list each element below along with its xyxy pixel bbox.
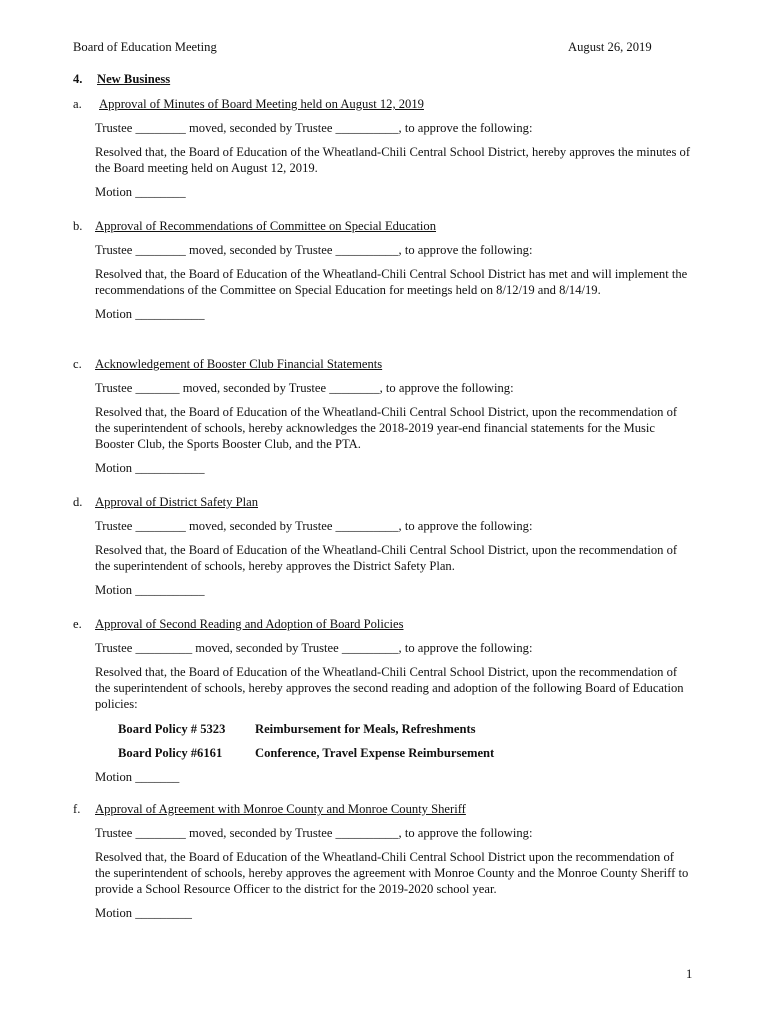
section-number: 4. xyxy=(73,72,83,86)
item-e-body xyxy=(95,640,692,712)
item-label: f. xyxy=(73,802,81,816)
item-title: Acknowledgement of Booster Club Financial Statements xyxy=(95,357,383,371)
item-c-body xyxy=(95,380,692,476)
item-title: Approval of Minutes of Board Meeting held on August 12, 2019 xyxy=(99,97,424,111)
item-title: Approval of District Safety Plan xyxy=(95,495,258,509)
motion-line: Motion ___________ xyxy=(95,583,205,597)
board-policy-row xyxy=(118,745,494,761)
item-title: Approval of Recommendations of Committee on Special Education xyxy=(95,219,437,233)
item-title: Approval of Second Reading and Adoption of Board Policies xyxy=(95,617,404,631)
resolved-text: Resolved that, the Board of Education of the Wheatland-Chili Central School District has met and will implement the recommendations of the Committee on Special Education for meetings held on 8/12/19 and 8/14/19. xyxy=(95,267,688,297)
item-label: b. xyxy=(73,219,83,233)
header-date: August 26, 2019 xyxy=(568,40,652,54)
trustee-line: Trustee ________ moved, seconded by Trustee __________, to approve the following: xyxy=(95,826,533,840)
item-d-body xyxy=(95,518,692,598)
trustee-line: Trustee _______ moved, seconded by Trustee ________, to approve the following: xyxy=(95,381,514,395)
resolved-text: Resolved that, the Board of Education of the Wheatland-Chili Central School District, hereby approves the minutes of the Board meeting held on August 12, 2019. xyxy=(95,145,691,175)
item-label: e. xyxy=(73,617,82,631)
trustee-line: Trustee ________ moved, seconded by Trustee __________, to approve the following: xyxy=(95,243,533,257)
header-meeting-title: Board of Education Meeting xyxy=(73,40,217,54)
item-label: a. xyxy=(73,97,82,111)
resolved-text: Resolved that, the Board of Education of the Wheatland-Chili Central School District, upon the recommendation of the superintendent of schools, hereby acknowledges the 2018-2019 year-end financial statements for the Music Booster Club, the Sports Booster Club, and the PTA. xyxy=(95,405,678,451)
resolved-text: Resolved that, the Board of Education of the Wheatland-Chili Central School District, upon the recommendation of the superintendent of schools, hereby approves the District Safety Plan. xyxy=(95,543,678,573)
motion-line: Motion _________ xyxy=(95,906,192,920)
policy-number: Board Policy # 5323 xyxy=(118,722,226,736)
section-title: New Business xyxy=(97,72,171,86)
item-label: c. xyxy=(73,357,82,371)
motion-line: Motion ___________ xyxy=(95,307,205,321)
trustee-line: Trustee ________ moved, seconded by Trustee __________, to approve the following: xyxy=(95,121,533,135)
trustee-line: Trustee _________ moved, seconded by Trustee _________, to approve the following: xyxy=(95,641,533,655)
policy-name: Reimbursement for Meals, Refreshments xyxy=(255,722,476,736)
item-a-body xyxy=(95,120,692,200)
policy-name: Conference, Travel Expense Reimbursement xyxy=(255,746,495,760)
motion-line: Motion ________ xyxy=(95,185,186,199)
trustee-line: Trustee ________ moved, seconded by Trustee __________, to approve the following: xyxy=(95,519,533,533)
item-f-body xyxy=(95,825,692,921)
item-title: Approval of Agreement with Monroe County and Monroe County Sheriff xyxy=(95,802,466,816)
resolved-text: Resolved that, the Board of Education of the Wheatland-Chili Central School District upon the recommendation of the superintendent of schools, hereby approves the agreement with Monroe County and the Monroe County Sheriff to provide a School Resource Officer to the district for the 2019-2020 school year. xyxy=(95,850,689,896)
motion-line: Motion ___________ xyxy=(95,461,205,475)
page-number: 1 xyxy=(686,967,693,981)
policy-number: Board Policy #6161 xyxy=(118,746,223,760)
board-policy-row xyxy=(118,721,476,737)
item-label: d. xyxy=(73,495,83,509)
item-e-motion xyxy=(95,769,692,785)
motion-line: Motion _______ xyxy=(95,770,180,784)
item-b-body xyxy=(95,242,692,322)
resolved-text: Resolved that, the Board of Education of the Wheatland-Chili Central School District, upon the recommendation of the superintendent of schools, hereby approves the second reading and adoption of the following Board of Education policies: xyxy=(95,665,684,711)
section-heading xyxy=(73,71,170,87)
